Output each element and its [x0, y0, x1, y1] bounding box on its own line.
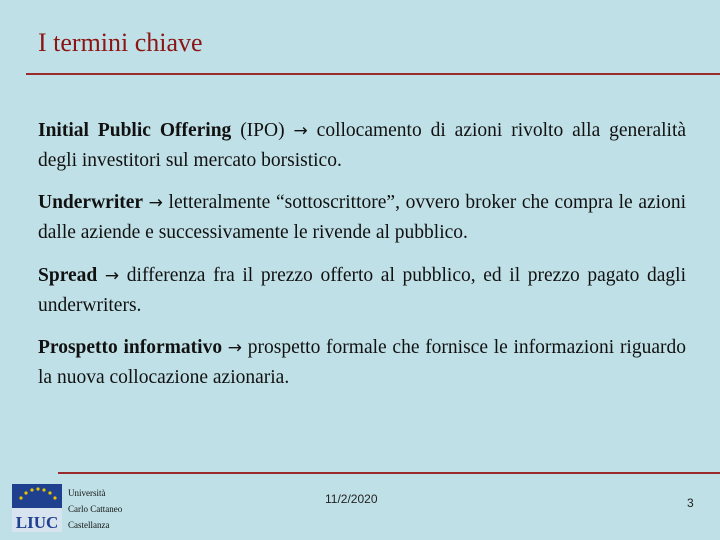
university-logo: [12, 484, 62, 532]
university-line: Carlo Cattaneo: [68, 504, 123, 514]
arrow-right-icon: →: [104, 266, 120, 286]
definition-item: [38, 261, 686, 320]
page-number: 3: [687, 496, 694, 510]
definition-text: collocamento di azioni rivolto alla generalità degli investitori sul mercato borsistico.: [38, 120, 687, 171]
university-name: [68, 485, 122, 533]
arrow-right-icon: →: [293, 121, 308, 141]
term-label: Initial Public Offering: [38, 120, 232, 141]
definition-text: differenza fra il prezzo offerto al pubblico, ed il prezzo pagato dagli underwriters.: [38, 265, 686, 316]
term-label: Underwriter: [38, 192, 144, 213]
arrow-right-icon: →: [227, 338, 243, 358]
term-label: Prospetto informativo: [38, 337, 223, 358]
arrow-right-icon: →: [148, 193, 163, 213]
definition-text: letteralmente “sottoscrittore”, ovvero broker che compra le azioni dalle aziende e successivamente le rivende al pubblico.: [38, 192, 686, 243]
footer-divider: [58, 472, 720, 474]
slide-date: 11/2/2020: [325, 492, 378, 506]
term-suffix: (IPO): [231, 120, 285, 141]
university-line: Università: [68, 488, 106, 498]
definition-item: [38, 188, 686, 247]
logo-text: LIUC: [15, 513, 59, 532]
university-line: Castellanza: [68, 520, 110, 530]
definition-text: prospetto formale che fornisce le informazioni riguardo la nuova collocazione azionaria.: [38, 337, 686, 388]
definition-item: [38, 116, 686, 175]
title-divider: [26, 73, 720, 75]
definition-item: [38, 333, 686, 392]
definitions-list: [38, 116, 686, 405]
term-label: Spread: [38, 265, 98, 286]
slide-title: I termini chiave: [38, 28, 203, 57]
